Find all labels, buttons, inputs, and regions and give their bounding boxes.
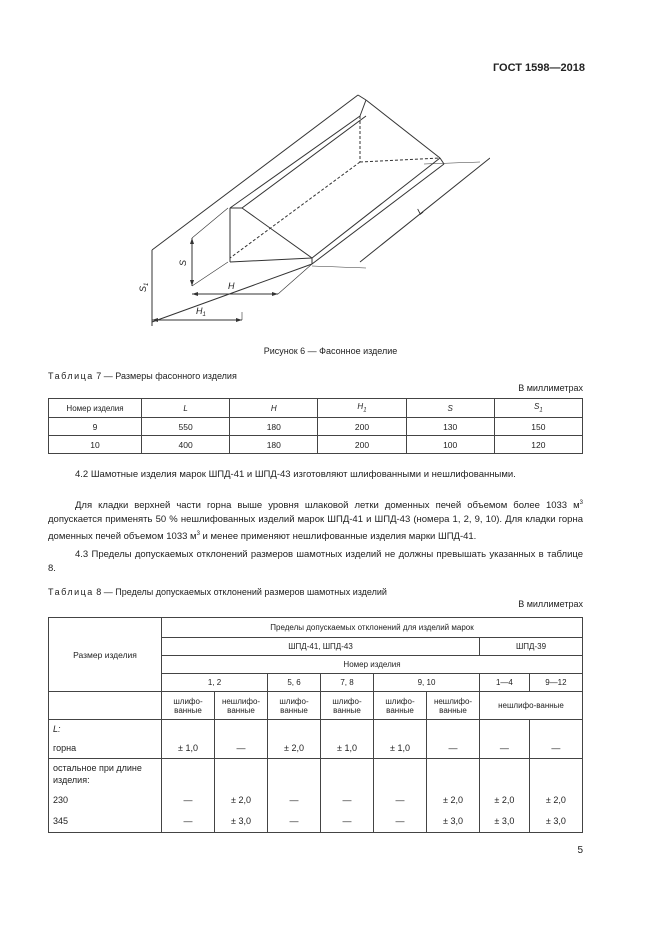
label-H1: $H_1$: [196, 306, 206, 318]
table8: [48, 617, 583, 833]
t8-cell: ± 2,0: [215, 789, 268, 811]
t8-cell: [480, 720, 530, 739]
t8-cell: ± 2,0: [480, 789, 530, 811]
t8-cell: [374, 720, 427, 739]
t8-group: 5, 6: [268, 674, 321, 692]
t8-header-item-number: Номер изделия: [162, 656, 583, 674]
t7-cell: 200: [318, 436, 406, 454]
t8-cell: [268, 759, 321, 789]
t8-group: 9, 10: [374, 674, 480, 692]
t8-cell: [268, 720, 321, 739]
t8-cell: [480, 759, 530, 789]
table7-units: В миллиметрах: [518, 383, 583, 393]
t8-header-limits: Пределы допускаемых отклонений для изделий марок: [162, 618, 583, 638]
t8-ground: шлифо-ванные: [374, 692, 427, 720]
table8-caption: Таблица 8 — Пределы допускаемых отклонений размеров шамотных изделий: [48, 587, 387, 597]
t8-ground: шлифо-ванные: [321, 692, 374, 720]
t8-ground: шлифо-ванные: [162, 692, 215, 720]
t7-cell: 150: [494, 418, 582, 436]
t8-row-label: 345: [49, 811, 162, 833]
t8-cell: [162, 759, 215, 789]
t8-cell: ± 3,0: [480, 811, 530, 833]
t8-group: 9—12: [529, 674, 582, 692]
document-standard-number: ГОСТ 1598—2018: [492, 62, 585, 74]
t8-cell: ± 3,0: [215, 811, 268, 833]
t8-cell: —: [321, 789, 374, 811]
t8-group: 1, 2: [162, 674, 268, 692]
t7-header-S1: $S_1$: [494, 399, 582, 418]
t8-header-brand-a: ШПД-41, ШПД-43: [162, 638, 480, 656]
t8-cell: [215, 759, 268, 789]
t8-cell: —: [162, 789, 215, 811]
table7: [48, 398, 583, 454]
t8-cell: [374, 759, 427, 789]
t8-unground: нешлифо-ванные: [427, 692, 480, 720]
t8-row-label: L:: [49, 720, 162, 739]
t7-cell: 9: [49, 418, 142, 436]
t8-cell: ± 3,0: [529, 811, 582, 833]
t8-row-label: остальное при длине изделия:: [49, 759, 162, 789]
t8-cell: [529, 720, 582, 739]
label-H: H: [228, 281, 235, 291]
t8-size-spacer: [49, 692, 162, 720]
t7-header-S: S: [406, 399, 494, 418]
t8-cell: [162, 720, 215, 739]
paragraph-4-2: 4.2 Шамотные изделия марок ШПД-41 и ШПД-43 изготовляют шлифованными и нешлифованными.: [75, 469, 516, 480]
t8-cell: —: [427, 739, 480, 759]
t8-cell: —: [268, 789, 321, 811]
t7-cell: 400: [142, 436, 230, 454]
t8-cell: [321, 759, 374, 789]
t8-group: 7, 8: [321, 674, 374, 692]
table-row: [49, 418, 583, 436]
t8-cell: ± 2,0: [529, 789, 582, 811]
t8-unground: нешлифо-ванные: [480, 692, 583, 720]
t8-cell: —: [215, 739, 268, 759]
label-L: L: [415, 205, 426, 217]
t8-cell: [215, 720, 268, 739]
t7-cell: 10: [49, 436, 142, 454]
t7-cell: 180: [230, 418, 318, 436]
t7-header-number: Номер изделия: [49, 399, 142, 418]
t8-group: 1—4: [480, 674, 530, 692]
t8-cell: ± 1,0: [162, 739, 215, 759]
table7-caption: Таблица 7 — Размеры фасонного изделия: [48, 371, 237, 381]
table-row: [49, 436, 583, 454]
t8-cell: [321, 720, 374, 739]
t8-cell: —: [480, 739, 530, 759]
t8-cell: —: [374, 789, 427, 811]
paragraph-kladka: Для кладки верхней части горна выше уровня шлаковой летки доменных печей объемом более 1033 $м^3$ допускается применять 50 % нешлифованных изделий марок ШПД-41 и ШПД-43 (номера 1, 2, 9, 10). Для кладки горна доменных печей объемом 1033 $м^3$ и менее применяют нешлифованные изделия марки ШПД-41.: [48, 500, 583, 543]
t7-cell: 180: [230, 436, 318, 454]
t7-cell: 100: [406, 436, 494, 454]
label-S: S: [178, 259, 188, 266]
t7-cell: 120: [494, 436, 582, 454]
t8-header-size: Размер изделия: [49, 618, 162, 692]
page-number: 5: [577, 845, 583, 856]
t8-cell: [427, 720, 480, 739]
t8-row-label: 230: [49, 789, 162, 811]
t8-cell: ± 1,0: [321, 739, 374, 759]
table-row: [49, 739, 583, 759]
t8-cell: —: [321, 811, 374, 833]
t8-cell: —: [162, 811, 215, 833]
t7-header-H: H: [230, 399, 318, 418]
t8-ground: шлифо-ванные: [268, 692, 321, 720]
t8-cell: —: [529, 739, 582, 759]
t8-cell: —: [374, 811, 427, 833]
t7-cell: 550: [142, 418, 230, 436]
t8-cell: [427, 759, 480, 789]
t8-unground: нешлифо-ванные: [215, 692, 268, 720]
t7-cell: 200: [318, 418, 406, 436]
table8-units: В миллиметрах: [518, 599, 583, 609]
table-row: [49, 811, 583, 833]
label-S1: $S_1$: [138, 282, 150, 292]
t8-cell: ± 3,0: [427, 811, 480, 833]
figure-caption: Рисунок 6 — Фасонное изделие: [263, 346, 398, 356]
t8-header-brand-b: ШПД-39: [480, 638, 583, 656]
t8-cell: —: [268, 811, 321, 833]
t8-cell: [529, 759, 582, 789]
t8-cell: ± 2,0: [268, 739, 321, 759]
t7-header-L: L: [142, 399, 230, 418]
t7-cell: 130: [406, 418, 494, 436]
figure-shaped-product-drawing: [130, 90, 490, 335]
t8-cell: ± 1,0: [374, 739, 427, 759]
t8-row-label: горна: [49, 739, 162, 759]
t7-header-H1: $H_1$: [318, 399, 406, 418]
t8-cell: ± 2,0: [427, 789, 480, 811]
paragraph-4-3: 4.3 Пределы допускаемых отклонений размеров шамотных изделий не должны превышать указанных в таблице 8.: [48, 549, 583, 574]
table-row: [49, 789, 583, 811]
